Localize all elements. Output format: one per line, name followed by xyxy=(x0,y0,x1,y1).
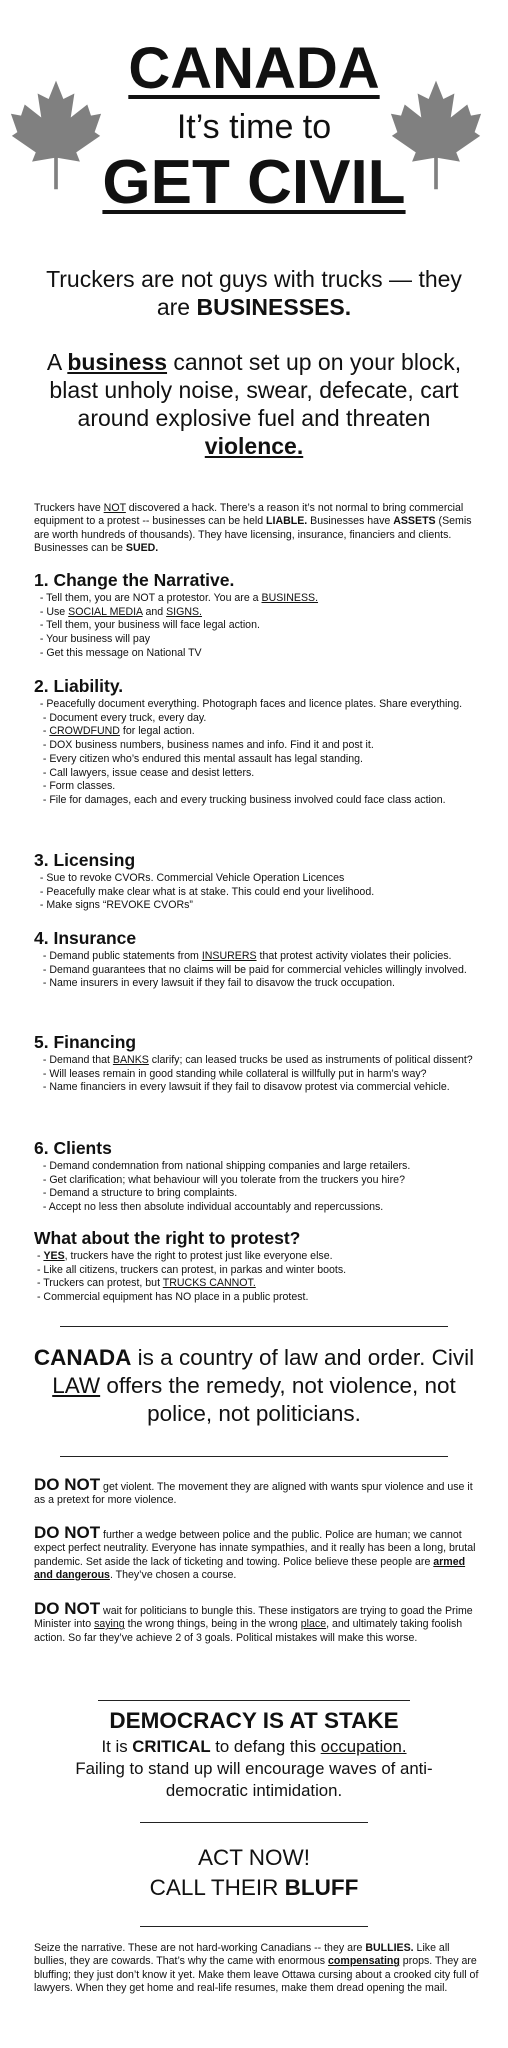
section-6-list xyxy=(34,1160,480,1215)
intro-paragraph: Truckers have NOT discovered a hack. There’s a reason it’s not normal to bring commercial equipment to a protest -- businesses can be held LIABLE. Businesses have ASSETS (Semis are worth hundreds of thousands). They have licensing, insurance, financiers and clients. Businesses can be SUED. xyxy=(34,502,472,554)
section-1-list xyxy=(34,592,480,661)
list-item: - Name insurers in every lawsuit if they fail to disavow the truck occupation. xyxy=(42,977,395,990)
list-item: - Use SOCIAL MEDIA and SIGNS. xyxy=(39,605,203,618)
democracy-heading: DEMOCRACY IS AT STAKE xyxy=(109,1708,399,1733)
democracy-failing: Failing to stand up will encourage waves of anti-democratic intimidation. xyxy=(75,1759,433,1800)
list-item: - Peacefully make clear what is at stake. This could end your livelihood. xyxy=(39,885,375,898)
divider xyxy=(140,1822,368,1823)
protest-list xyxy=(34,1250,480,1305)
call-their-bluff: CALL THEIR BLUFF xyxy=(149,1875,359,1900)
list-item: - Get this message on National TV xyxy=(39,646,202,659)
divider xyxy=(140,1926,368,1927)
list-item: - Your business will pay xyxy=(39,633,151,646)
section-1-heading: 1. Change the Narrative. xyxy=(34,570,235,590)
section-5-heading: 5. Financing xyxy=(34,1032,137,1052)
do-not-wedge: DO NOT further a wedge between police and the public. Police are human; we cannot expect perfect neutrality. Everyone has innate sympathies, and it really has been a long, brutal pandemic. Set aside the lack of ticketing and towing. Police believe these people are armed and dangerous. They’ve chosen a course. xyxy=(34,1523,476,1581)
list-item: - Make signs “REVOKE CVORs” xyxy=(39,899,193,912)
list-item: - Get clarification; what behaviour will you tolerate from the truckers you hire? xyxy=(42,1173,405,1186)
list-item: - Truckers can protest, but TRUCKS CANNOT. xyxy=(36,1277,256,1290)
list-item: - Document every truck, every day. xyxy=(42,711,207,724)
act-now: ACT NOW! xyxy=(197,1845,311,1870)
section-3-list xyxy=(34,872,480,913)
closing-paragraph: Seize the narrative. These are not hard-working Canadians -- they are BULLIES. Like all bullies, they are cowards. That’s why the came with enormous compensating props. They are bluffing; they just don’t know it yet. Make them leave Ottawa cursing about a crooked city full of lawyers. When they get home and real-life resumes, make them dread opening the mail. xyxy=(34,1942,479,1994)
list-item: - Sue to revoke CVORs. Commercial Vehicle Operation Licences xyxy=(39,872,345,884)
list-item: - Peacefully document everything. Photograph faces and licence plates. Share everything. xyxy=(39,698,463,710)
list-item: - YES, truckers have the right to protest just like everyone else. xyxy=(36,1250,333,1262)
divider xyxy=(60,1456,448,1457)
intro-business-block: A business cannot set up on your block, blast unholy noise, swear, defecate, cart around explosive fuel and threaten violence. xyxy=(46,349,462,459)
header-canada: CANADA xyxy=(128,36,380,101)
divider xyxy=(98,1700,410,1701)
header-get-civil: GET CIVIL xyxy=(102,148,406,217)
list-item: - Call lawyers, issue cease and desist letters. xyxy=(42,766,255,779)
list-item: - Tell them, your business will face legal action. xyxy=(39,619,260,632)
list-item: - Every citizen who’s endured this mental assault has legal standing. xyxy=(42,752,363,765)
democracy-critical: It is CRITICAL to defang this occupation. xyxy=(101,1737,407,1756)
header-its-time-to: It’s time to xyxy=(176,108,332,146)
protest-heading: What about the right to protest? xyxy=(34,1228,301,1248)
list-item: - Demand that BANKS clarify; can leased trucks be used as instruments of political dissent? xyxy=(42,1054,473,1066)
section-4-heading: 4. Insurance xyxy=(34,928,137,948)
list-item: - Form classes. xyxy=(42,780,116,793)
section-5-list xyxy=(34,1054,480,1095)
do-not-wait: DO NOT wait for politicians to bungle this. These instigators are trying to goad the Prime Minister into saying the wrong things, being in the wrong place, and ultimately taking foolish action. So far they’ve achieve 2 of 3 goals. Political mistakes will make this worse. xyxy=(34,1599,473,1644)
list-item: - Demand guarantees that no claims will be paid for commercial vehicles willingly involved. xyxy=(42,963,467,976)
section-6-heading: 6. Clients xyxy=(34,1138,112,1158)
section-3-heading: 3. Licensing xyxy=(34,850,136,870)
divider xyxy=(60,1326,448,1327)
list-item: - Name financiers in every lawsuit if they fail to disavow protest via commercial vehicle. xyxy=(42,1081,450,1094)
intro-businesses: Truckers are not guys with trucks — they are BUSINESSES. xyxy=(46,266,462,320)
list-item: - Demand public statements from INSURERS that protest activity violates their policies. xyxy=(42,950,452,962)
list-item: - CROWDFUND for legal action. xyxy=(42,725,195,738)
list-item: - Commercial equipment has NO place in a public protest. xyxy=(36,1291,309,1304)
list-item: - Tell them, you are NOT a protestor. You are a BUSINESS. xyxy=(39,592,319,604)
list-item: - Will leases remain in good standing while collateral is willfully put in harm’s way? xyxy=(42,1067,427,1080)
section-4-list xyxy=(34,950,480,991)
do-not-violent: DO NOT get violent. The movement they are aligned with wants spur violence and use it as a pretext for more violence. xyxy=(34,1475,473,1507)
section-2-heading: 2. Liability. xyxy=(34,676,124,696)
list-item: - DOX business numbers, business names and info. Find it and post it. xyxy=(42,739,374,752)
list-item: - File for damages, each and every trucking business involved could face class action. xyxy=(42,793,446,806)
civil-law-statement: CANADA is a country of law and order. Civil LAW offers the remedy, not violence, not police, not politicians. xyxy=(33,1345,475,1426)
list-item: - Demand a structure to bring complaints. xyxy=(42,1187,238,1200)
list-item: - Accept no less then absolute individual accountably and repercussions. xyxy=(42,1201,384,1214)
list-item: - Demand condemnation from national shipping companies and large retailers. xyxy=(42,1160,411,1172)
list-item: - Like all citizens, truckers can protest, in parkas and winter boots. xyxy=(36,1263,347,1276)
section-2-list xyxy=(34,698,480,808)
